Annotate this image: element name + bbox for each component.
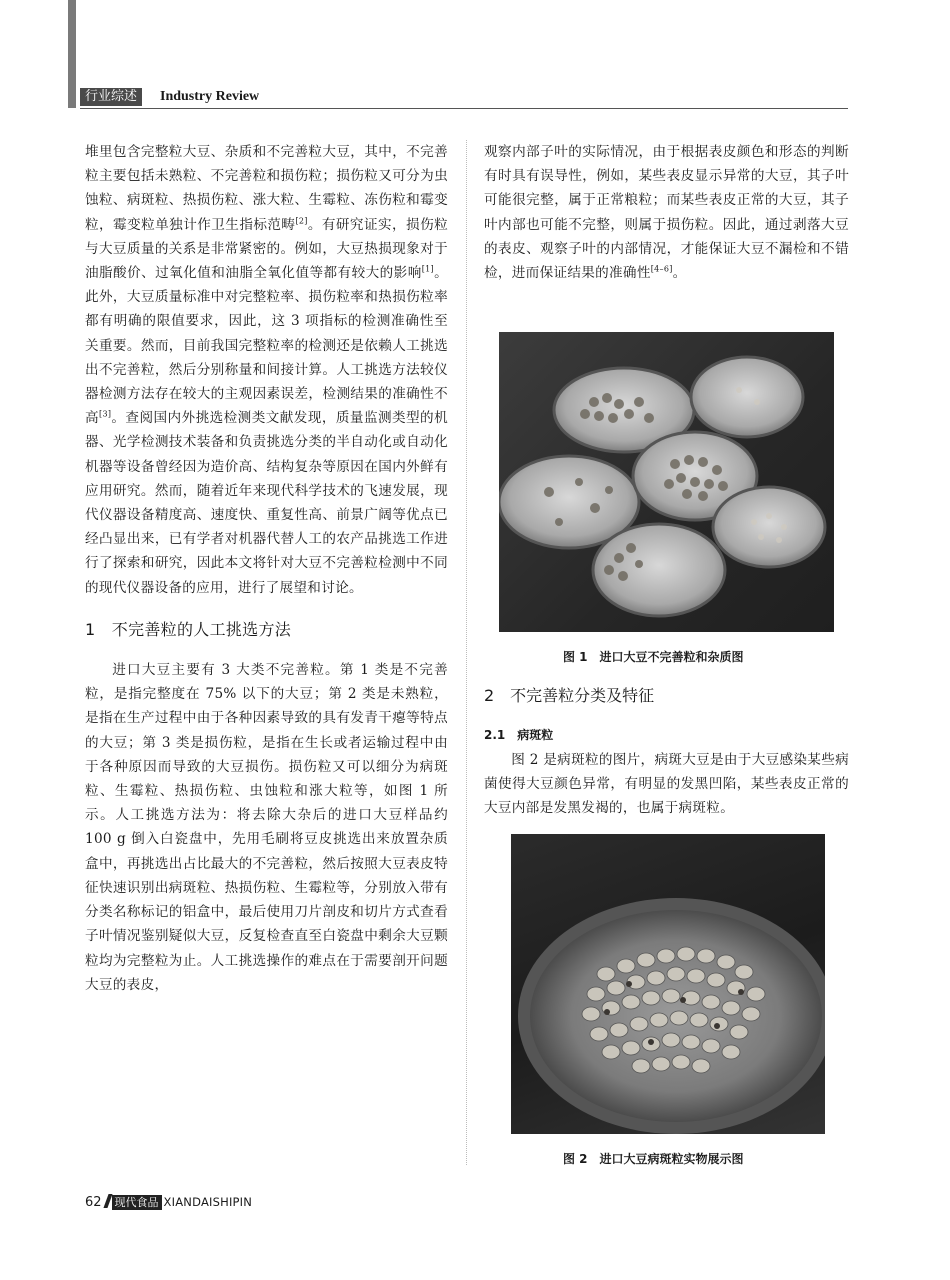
footer-slash-mark xyxy=(103,1194,112,1208)
citation: [2] xyxy=(295,216,308,226)
section-2-heading: 2 不完善粒分类及特征 xyxy=(484,686,655,705)
figure-2-photo xyxy=(511,834,825,1134)
header-accent-bar xyxy=(68,0,76,108)
text-span: 。此外，大豆质量标准中对完整粒率、损伤粒率和热损伤粒率都有明确的限值要求，因此，这 3 项指标的检测准确性至关重要。然而，目前我国完整粒率的检测还是依赖人工挑选出不完善粒，然后分别称量和间接计算。人工挑选方法较仪器检测方法存在较大的主观因素误差，检测结果的准确性不高 xyxy=(85,265,448,427)
figure-2-caption: 图 2 进口大豆病斑粒实物展示图 xyxy=(563,1152,744,1166)
left-paragraph-2: 进口大豆主要有 3 大类不完善粒。第 1 类是不完善粒，是指完整度在 75% 以下的大豆；第 2 类是未熟粒，是指在生产过程中由于各种因素导致的具有发青干瘪等特点的大豆；第 3 类是损伤粒，是指在生长或者运输过程中由于各种原因而导致的大豆损伤。损伤粒又可以细分为病斑粒、生霉粒、热损伤粒、虫蚀粒和涨大粒等，如图 1 所示。人工挑选方法为：将去除大杂后的进口大豆样品约 100 g 倒入白瓷盘中，先用毛刷将豆皮挑选出来放置杂质盒中，再挑选出占比最大的不完善粒，然后按照大豆表皮特征快速识别出病斑粒、热损伤粒、生霉粒等，分别放入带有分类名称标记的铝盒中，最后使用刀片剖皮和切片方式查看子叶情况鉴别疑似大豆，反复检查直至白瓷盘中剩余大豆颗粒均为完整粒为止。人工挑选操作的难点在于需要剖开问题大豆的表皮， xyxy=(85,662,448,993)
section-2-block xyxy=(484,683,849,706)
running-header xyxy=(80,88,848,109)
text-span: 堆里包含完整粒大豆、杂质和不完善粒大豆，其中，不完善粒主要包括未熟粒、不完善粒和损伤粒；损伤粒又可分为虫蚀粒、病斑粒、热损伤粒、涨大粒、生霉粒、冻伤粒和霉变粒，霉变粒单独计作卫生指标范畴 xyxy=(85,144,448,233)
text-span: 。 xyxy=(672,265,687,282)
soybean-bowl-illustration xyxy=(511,834,825,1134)
page-footer xyxy=(85,1194,252,1210)
column-divider xyxy=(466,140,468,1165)
section-1-heading: 1 不完善粒的人工挑选方法 xyxy=(85,619,292,639)
figure-1-photo xyxy=(499,332,834,632)
section-title-en: Industry Review xyxy=(160,89,260,104)
right-paragraph-2-block xyxy=(484,748,849,821)
section-tag: 行业综述 xyxy=(80,88,142,106)
text-span: 观察内部子叶的实际情况，由于根据表皮颜色和形态的判断有时具有误导性，例如，某些表皮显示异常的大豆，其子叶可能很完整，属于正常粮粒；而某些表皮正常的大豆，其子叶内部也可能不完整，则属于损伤粒。因此，通过剥落大豆的表皮、观察子叶的内部情况，才能保证大豆不漏检和不错检，进而保证结果的准确性 xyxy=(484,144,849,282)
citation: [1] xyxy=(421,264,434,274)
journal-name-cn: 现代食品 xyxy=(112,1195,162,1210)
left-column xyxy=(85,140,448,997)
right-paragraph-1 xyxy=(484,140,849,285)
right-column-top xyxy=(484,140,849,285)
figure-1-caption: 图 1 进口大豆不完善粒和杂质图 xyxy=(563,650,744,664)
right-paragraph-2: 图 2 是病斑粒的图片，病斑大豆是由于大豆感染某些病菌使得大豆颜色异常，有明显的发黑凹陷，某些表皮正常的大豆内部是发黑发褐的，也属于病斑粒。 xyxy=(484,752,849,817)
subsection-2-1-heading: 2.1 病斑粒 xyxy=(484,728,554,742)
subsection-2-1-block xyxy=(484,726,849,744)
citation: [3] xyxy=(99,409,112,419)
text-span: 。查阅国内外挑选检测类文献发现，质量监测类型的机器、光学检测技术装备和负责挑选分类的半自动化或自动化机器等设备曾经因为造价高、结构复杂等原因在国内外鲜有应用研究。然而，随着近年来现代科学技术的飞速发展，现代仪器设备精度高、速度快、重复性高、前景广阔等优点已经凸显出来，已有学者对机器代替人工的农产品挑选工作进行了探索和研究，因此本文将针对大豆不完善粒检测中不同的现代仪器设备的应用，进行了展望和讨论。 xyxy=(85,410,448,596)
citation: [4–6] xyxy=(650,264,673,274)
left-paragraph-1 xyxy=(85,140,448,600)
page-number: 62 xyxy=(85,1195,102,1210)
journal-name-en: XIANDAISHIPIN xyxy=(163,1195,253,1209)
text-span: 。有研究证实，损伤粒与大豆质量的关系是非常紧密的。例如，大豆热损现象对于油脂酸价、过氧化值和油脂全氧化值等都有较大的影响 xyxy=(85,216,449,282)
soybean-trays-illustration xyxy=(499,332,834,632)
